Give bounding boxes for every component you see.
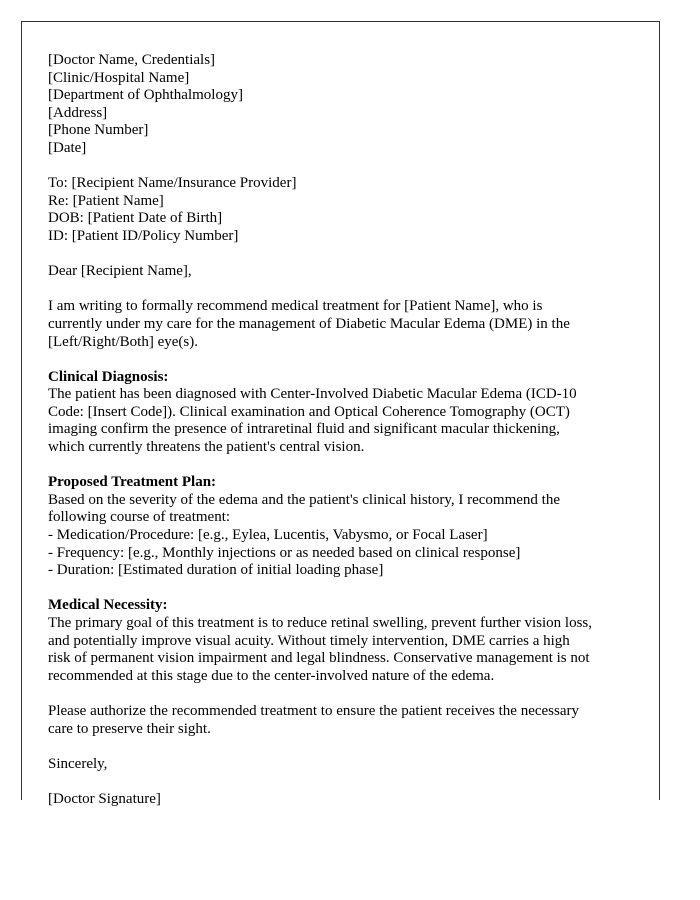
authorization-paragraph xyxy=(48,703,648,738)
letter-line: The patient has been diagnosed with Center-Involved Diabetic Macular Edema (ICD-10 xyxy=(48,386,577,403)
signature-block xyxy=(48,791,648,809)
letter-line: The primary goal of this treatment is to reduce retinal swelling, prevent further vision loss, xyxy=(48,615,593,631)
letter-line: [Address] xyxy=(48,104,108,121)
letter-body xyxy=(48,52,648,826)
letter-line: currently under my care for the management of Diabetic Macular Edema (DME) in the xyxy=(48,315,570,332)
letter-line: and potentially improve visual acuity. Without timely intervention, DME carries a high xyxy=(48,632,570,649)
closing xyxy=(48,756,648,774)
letter-line: following course of treatment: xyxy=(48,509,231,526)
section-heading-treatment-plan: Proposed Treatment Plan: xyxy=(48,474,217,491)
letter-line: [Doctor Signature] xyxy=(48,790,161,807)
letter-line: Please authorize the recommended treatment to ensure the patient receives the necessary xyxy=(48,702,580,719)
letter-line: care to preserve their sight. xyxy=(48,720,211,737)
recipient-block xyxy=(48,175,648,245)
letter-line: Code: [Insert Code]). Clinical examination and Optical Coherence Tomography (OCT) xyxy=(48,403,570,420)
medical-necessity-section xyxy=(48,597,648,685)
letter-line: risk of permanent vision impairment and legal blindness. Conservative management is not xyxy=(48,650,590,667)
letter-line: Re: [Patient Name] xyxy=(48,192,164,209)
salutation xyxy=(48,263,648,281)
letter-line: which currently threatens the patient's central vision. xyxy=(48,439,365,456)
intro-paragraph xyxy=(48,298,648,351)
letter-line: [Doctor Name, Credentials] xyxy=(48,52,216,68)
letter-line: recommended at this stage due to the center-involved nature of the edema. xyxy=(48,667,495,684)
clinical-diagnosis-section xyxy=(48,369,648,457)
treatment-plan-section xyxy=(48,474,648,580)
letter-line: imaging confirm the presence of intraretinal fluid and significant macular thickening, xyxy=(48,421,560,438)
letter-line: - Duration: [Estimated duration of initial loading phase] xyxy=(48,562,384,579)
letter-line: [Clinic/Hospital Name] xyxy=(48,69,190,86)
letter-line: To: [Recipient Name/Insurance Provider] xyxy=(48,175,297,192)
letter-line: Sincerely, xyxy=(48,755,108,772)
letter-line: - Medication/Procedure: [e.g., Eylea, Lucentis, Vabysmo, or Focal Laser] xyxy=(48,527,488,544)
letter-line: Based on the severity of the edema and the patient's clinical history, I recommend the xyxy=(48,491,560,508)
sender-address-block xyxy=(48,52,648,158)
letter-line: I am writing to formally recommend medical treatment for [Patient Name], who is xyxy=(48,298,543,315)
letter-line: [Department of Ophthalmology] xyxy=(48,87,243,104)
letter-line: - Frequency: [e.g., Monthly injections or as needed based on clinical response] xyxy=(48,544,521,561)
section-heading-medical-necessity: Medical Necessity: xyxy=(48,597,168,614)
section-heading-clinical-diagnosis: Clinical Diagnosis: xyxy=(48,368,169,385)
letter-line: [Phone Number] xyxy=(48,122,149,139)
letter-line: [Left/Right/Both] eye(s). xyxy=(48,333,198,350)
letter-line: DOB: [Patient Date of Birth] xyxy=(48,210,223,227)
letter-line: ID: [Patient ID/Policy Number] xyxy=(48,227,239,244)
letter-line: [Date] xyxy=(48,139,87,156)
letter-line: Dear [Recipient Name], xyxy=(48,263,192,280)
